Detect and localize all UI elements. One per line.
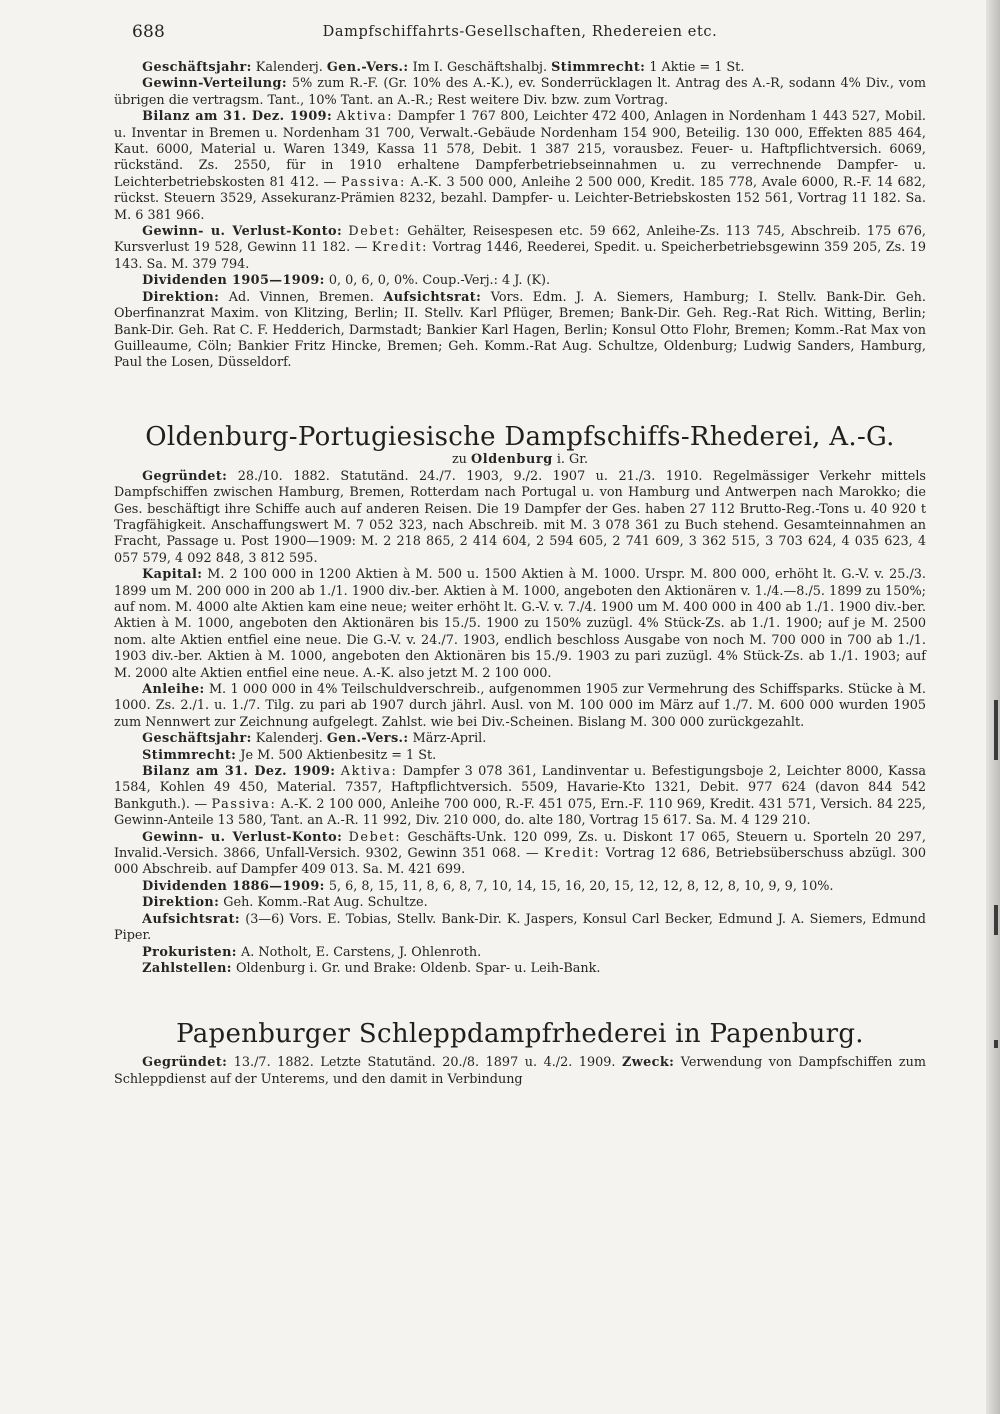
label-genvers: Gen.-Vers.: (326, 731, 409, 747)
label-kredit: Kredit: (371, 240, 429, 256)
text-prokuristen: A. Notholt, E. Carstens, J. Ohlenroth. (236, 944, 482, 960)
text-bilanz-passiva: A.-K. 2 100 000, Anleihe 700 000, R.-F. 451 075, Ern.-F. 110 969, Kredit. 431 571, Versich. 84 225, Gewinn-Anteile 13 580, Tant. an A.-R. 11 992, Div. 210 000, do. alte 180, Vortrag 15 617. Sa. M. 4 129 210. (114, 796, 926, 829)
text-kapital: M. 2 100 000 in 1200 Aktien à M. 500 u. 1500 Aktien à M. 1000. Urspr. M. 800 000, erhöht lt. G.-V. v. 25./3. 1899 um M. 200 000 in 200 ab 1./1. 1900 div.-ber. Aktien à M. 1000, angeboten den Aktionären v. 1./4.—8./5. 1899 zu 150%; auf nom. M. 4000 alte Aktien kam eine neue; weiter erhöht lt. G.-V. v. 7./4. 1900 um M. 400 000 in 400 ab 1./1. 1900 div.-ber. Aktien à M. 1000, angeboten den Aktionären bis 15./5. 1900 zu 150% zuzügl. 4% Stück-Zs. ab 1./1. 1900; auf je M. 2500 nom. alte Aktien entfiel eine neue. Die G.-V. v. 24./7. 1903, endlich beschloss Ausgabe von noch M. 700 000 in 700 ab 1./1. 1903 div.-ber. Aktien à M. 1000, angeboten den Aktionären bis 15./9. 1903 zu pari zuzügl. 4% Stück-Zs. ab 1./1. 1903; auf M. 2000 alte Aktien entfiel eine neue. A.-K. also jetzt M. 2 100 000. (114, 567, 926, 681)
text-anleihe: M. 1 000 000 in 4% Teilschuldverschreib., aufgenommen 1905 zur Vermehrung des Schiffsparks. Stücke à M. 1000. Zs. 2./1. u. 1./7. Tilg. zu pari ab 1907 durch jährl. Ausl. von M. 100 000 im März auf 1./7. M. 600 000 wurden 1905 zum Nennwert zur Zeichnung aufgelegt. Zahlst. wie bei Div.-Scheinen. Bislang M. 300 000 zurückgezahlt. (114, 682, 926, 730)
entry-direktion-aufsichtsrat (114, 290, 926, 372)
text-direktion: Geh. Komm.-Rat Aug. Schultze. (219, 895, 428, 911)
entry-zahlstellen (114, 961, 926, 977)
company-title: Papenburger Schleppdampfrhederei in Papenburg. (176, 1019, 864, 1050)
label-zweck: Zweck: (621, 1055, 675, 1071)
section-papenburger (114, 1019, 926, 1088)
label-zahlstellen: Zahlstellen: (142, 960, 232, 976)
label-kapital: Kapital: (142, 567, 203, 583)
label-gegruendet: Gegründet: (142, 1055, 228, 1071)
seat-prefix: zu (451, 451, 471, 467)
label-passiva: Passiva: (341, 174, 406, 190)
seat-suffix: i. Gr. (552, 451, 589, 467)
label-guv: Gewinn- u. Verlust-Konto: (142, 829, 343, 845)
label-geschaeftsjahr: Geschäftsjahr: (142, 731, 252, 747)
entry-guv (114, 830, 926, 879)
entry-gegruendet-zweck (114, 1055, 926, 1088)
label-bilanz: Bilanz am 31. Dez. 1909: (142, 109, 333, 125)
label-dividenden: Dividenden 1886—1909: (142, 878, 325, 894)
label-debet: Debet: (348, 829, 402, 845)
label-kredit: Kredit: (544, 846, 601, 862)
label-direktion: Direktion: (142, 289, 220, 305)
label-bilanz: Bilanz am 31. Dez. 1909: (142, 764, 336, 780)
scan-mark (994, 905, 998, 935)
company-title: Oldenburg-Portugiesische Dampfschiffs-Rhederei, A.-G. (145, 421, 895, 452)
text-zweck: Verwendung von Dampfschiffen zum Schleppdienst auf der Unterems, und den damit in Verbindung (114, 1055, 926, 1087)
scan-mark (994, 700, 998, 760)
entry-geschaeftsjahr (114, 60, 926, 76)
label-stimmrecht: Stimmrecht: (551, 60, 646, 75)
label-debet: Debet: (348, 224, 402, 240)
entry-gewinnverteilung (114, 76, 926, 109)
label-aktiva: Aktiva: (340, 764, 398, 780)
label-guv: Gewinn- u. Verlust-Konto: (142, 224, 343, 240)
entry-dividenden (114, 879, 926, 895)
text-zahlstellen: Oldenburg i. Gr. und Brake: Oldenb. Spar- u. Leih-Bank. (231, 960, 601, 976)
label-gegruendet: Gegründet: (142, 468, 228, 484)
text-bilanz-passiva: A.-K. 3 500 000, Anleihe 2 500 000, Kredit. 185 778, Avale 6000, R.-F. 14 682, rückst. Steuern 3529, Assekuranz-Prämien 8232, bezahl. Dampfer- u. Leichter-Betriebskosten 152 561, Vortrag 11 182. Sa. M. 6 381 966. (114, 174, 927, 223)
text-geschaeftsjahr: Kalenderj. (251, 731, 327, 747)
text-gegruendet: 13./7. 1882. Letzte Statutänd. 20./8. 1897 u. 4./2. 1909. (227, 1055, 622, 1071)
entry-gegruendet (114, 469, 926, 567)
label-anleihe: Anleihe: (142, 682, 205, 697)
text-guv-kredit: Vortrag 12 686, Betriebsüberschuss abzügl. 300 000 Abschreib. auf Dampfer 409 013. Sa. M. 421 699. (114, 846, 927, 878)
text-geschaeftsjahr: Kalenderj. (251, 60, 327, 75)
entry-dividenden (114, 273, 926, 289)
text-stimmrecht: 1 Aktie = 1 St. (645, 60, 745, 75)
text-guv-kredit: Vortrag 1446, Reederei, Spedit. u. Speicherbetriebsgewinn 359 205, Zs. 19 143. Sa. M. 379 794. (114, 240, 926, 272)
text-bilanz-aktiva: Dampfer 1 767 800, Leichter 472 400, Anlagen in Nordenham 1 443 527, Mobil. u. Inventar in Bremen u. Nordenham 31 700, Verwalt.-Gebäude Nordenham 154 900, Beteilig. 130 000, Effekten 885 464, Kaut. 6000, Material u. Waren 1349, Kassa 11 578, Debit. 1 387 215, vorausbez. Feuer- u. Haftpflichtversich. 6069, rückständ. Zs. 2550, für in 1910 erhaltene Dampferbetriebseinnahmen u. zu verrechnende Dampfer- u. Leichterbetriebskosten 81 412. — (114, 109, 926, 190)
text-dividenden: 5, 6, 8, 15, 11, 8, 6, 8, 7, 10, 14, 15, 16, 20, 15, 12, 12, 8, 12, 8, 10, 9, 9, 10%. (324, 878, 834, 894)
text-stimmrecht: Je M. 500 Aktienbesitz = 1 St. (236, 747, 437, 763)
company-seat (114, 452, 926, 468)
label-direktion: Direktion: (142, 895, 220, 911)
label-genvers: Gen.-Vers.: (326, 60, 409, 75)
section-previous-company (114, 60, 926, 372)
running-head (114, 18, 926, 48)
text-aufsichtsrat: (3—6) Vors. E. Tobias, Stellv. Bank-Dir. K. Jaspers, Konsul Carl Becker, Edmund J. A. Siemers, Edmund Piper. (114, 911, 926, 944)
label-aufsichtsrat: Aufsichtsrat: (383, 289, 482, 305)
text-gegruendet: 28./10. 1882. Statutänd. 24./7. 1903, 9./2. 1907 u. 21./3. 1910. Regelmässiger Verkehr mittels Dampfschiffen zwischen Hamburg, Bremen, Rotterdam nach Portugal u. von Hamburg und Antwerpen nach Marokko; die Ges. beschäftigt ihre Schiffe auch auf anderen Reisen. Die 19 Dampfer der Ges. haben 27 112 Brutto-Reg.-Tons u. 40 920 t Tragfähigkeit. Anschaffungswert M. 7 052 323, nach Abschreib. mit M. 3 078 361 zu Buch stehend. Gesamteinnahmen an Fracht, Passage u. Post 1900—1909: M. 2 218 865, 2 414 604, 2 594 605, 2 741 609, 3 362 515, 3 703 624, 4 035 623, 4 057 579, 4 092 848, 3 812 595. (114, 468, 926, 566)
entry-aufsichtsrat (114, 912, 926, 945)
label-passiva: Passiva: (211, 796, 277, 812)
scan-edge (986, 0, 1000, 1414)
entry-stimmrecht (114, 748, 926, 764)
label-aktiva: Aktiva: (336, 109, 394, 125)
entry-prokuristen (114, 945, 926, 961)
text-guv-debet: Geschäfts-Unk. 120 099, Zs. u. Diskont 17 065, Steuern u. Sporteln 20 297, Invalid.-Versich. 3866, Unfall-Versich. 9302, Gewinn 351 068. — (114, 829, 926, 862)
scan-mark (994, 1040, 998, 1048)
entry-bilanz (114, 109, 926, 224)
text-aufsichtsrat: Vors. Edm. J. A. Siemers, Hamburg; I. Stellv. Bank-Dir. Geh. Oberfinanzrat Maxim. von Klitzing, Berlin; II. Stellv. Karl Pflüger, Bremen; Bank-Dir. Geh. Reg.-Rat Rich. Witting, Berlin; Bank-Dir. Geh. Rat C. F. Hedderich, Darmstadt; Bankier Karl Hagen, Berlin; Konsul Otto Flohr, Bremen; Komm.-Rat Max von Guilleaume, Cöln; Bankier Fritz Hincke, Bremen; Geh. Komm.-Rat Aug. Schultze, Oldenburg; Ludwig Sanders, Hamburg, Paul the Losen, Düsseldorf. (114, 289, 926, 371)
entry-geschaeftsjahr (114, 731, 926, 747)
entry-kapital (114, 567, 926, 682)
text-direktion: Ad. Vinnen, Bremen. (219, 289, 384, 305)
label-aufsichtsrat: Aufsichtsrat: (142, 911, 241, 927)
entry-guv (114, 224, 926, 273)
entry-direktion (114, 895, 926, 911)
text-dividenden: 0, 0, 6, 0, 0%. Coup.-Verj.: 4 J. (K). (324, 273, 551, 289)
entry-anleihe (114, 682, 926, 731)
label-gewinnverteilung: Gewinn-Verteilung: (142, 76, 287, 92)
label-geschaeftsjahr: Geschäftsjahr: (142, 60, 252, 75)
entry-bilanz (114, 764, 926, 830)
page-number: 688 (132, 22, 166, 42)
text-guv-debet: Gehälter, Reisespesen etc. 59 662, Anleihe-Zs. 113 745, Abschreib. 175 676, Kursverlust 19 528, Gewinn 11 182. — (114, 224, 926, 256)
section-oldenburg-portugiesische (114, 422, 926, 978)
text-gewinnverteilung: 5% zum R.-F. (Gr. 10% des A.-K.), ev. Sonderrücklagen lt. Antrag des A.-R, sodann 4% Div., vom übrigen die vertragsm. Tant., 10% Tant. an A.-R.; Rest weitere Div. bzw. zum Vortrag. (114, 76, 926, 108)
label-dividenden: Dividenden 1905—1909: (142, 273, 325, 289)
label-stimmrecht: Stimmrecht: (142, 747, 237, 763)
seat-city: Oldenburg (471, 451, 553, 467)
text-bilanz-aktiva: Dampfer 3 078 361, Landinventar u. Befestigungsboje 2, Leichter 8000, Kassa 1584, Kohlen 49 450, Material. 7357, Haftpflichtversich. 5509, Havarie-Kto 1321, Debit. 977 624 (davon 844 542 Bankguth.). — (114, 764, 926, 812)
text-genvers: Im I. Geschäftshalbj. (408, 60, 552, 75)
page-content (114, 18, 926, 1088)
label-prokuristen: Prokuristen: (142, 944, 237, 960)
text-genvers: März-April. (408, 731, 487, 747)
running-title: Dampfschiffahrts-Gesellschaften, Rhedereien etc. (322, 24, 718, 40)
